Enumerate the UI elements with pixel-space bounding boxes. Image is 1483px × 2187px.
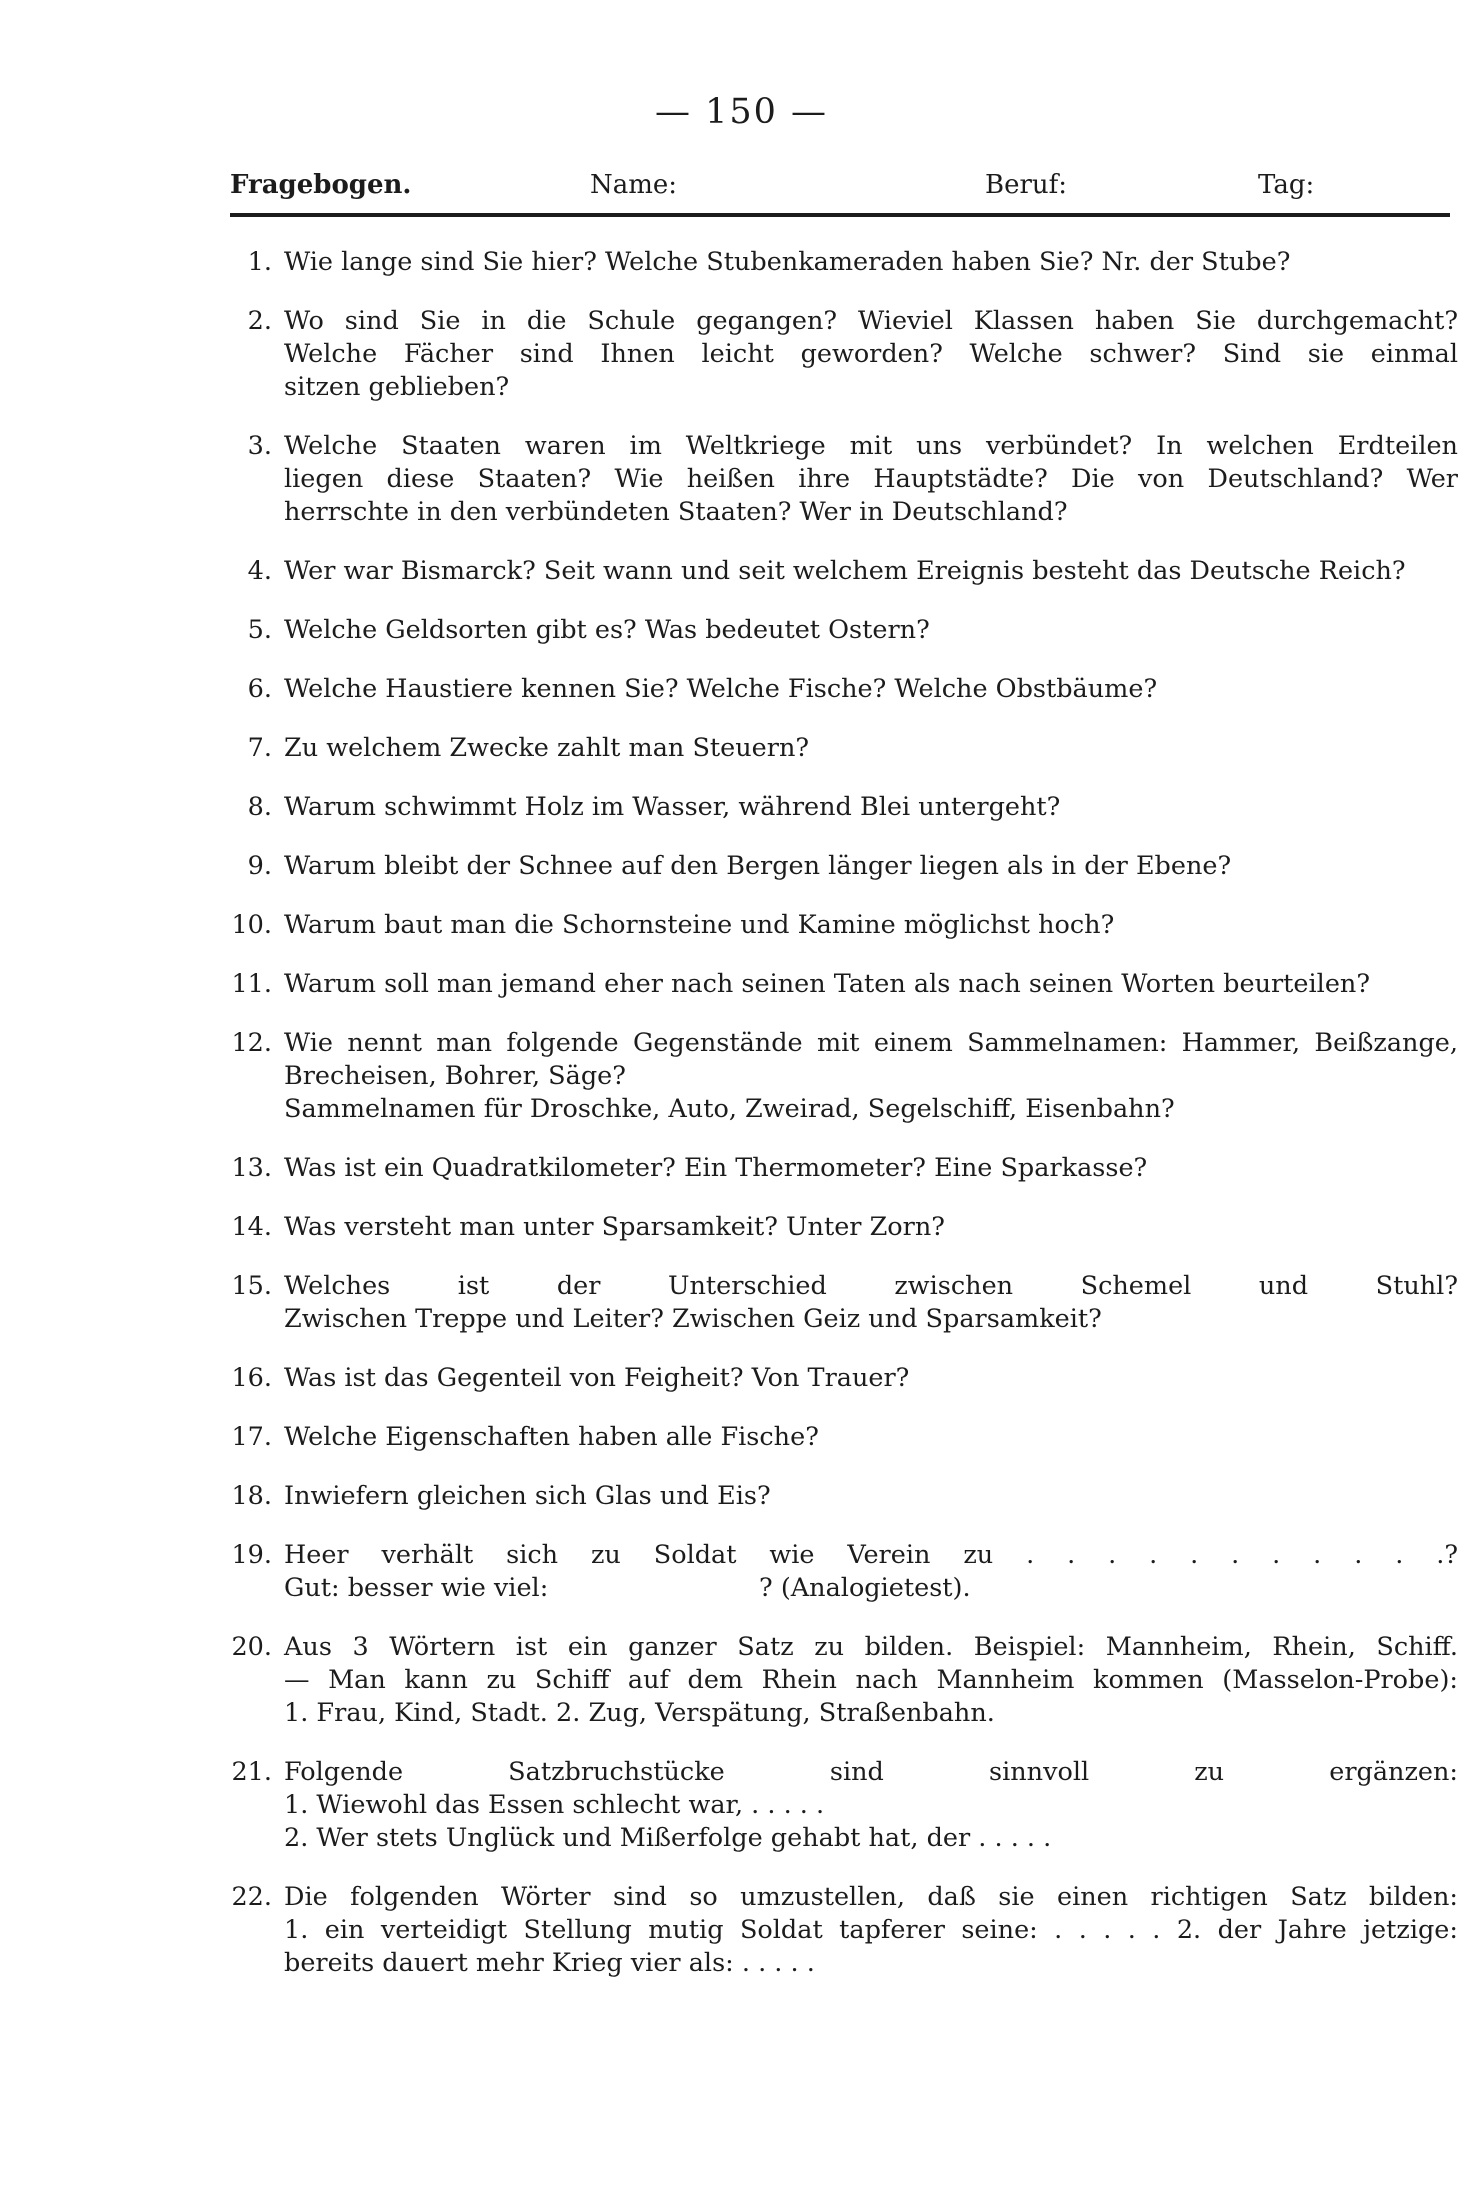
question-number: 15.: [231, 1271, 272, 1301]
question-number: 1.: [247, 247, 272, 277]
question-line: Wo sind Sie in die Schule gegangen? Wieviel Klassen haben Sie durchgemacht?: [284, 306, 1458, 336]
question-number: 11.: [231, 969, 272, 999]
question-number: 12.: [231, 1028, 272, 1058]
question-item: [218, 1211, 1458, 1244]
question-line: Warum bleibt der Schnee auf den Bergen länger liegen als in der Ebene?: [284, 851, 1232, 881]
beruf-label: Beruf:: [985, 170, 1068, 200]
question-line: Sammelnamen für Droschke, Auto, Zweirad, Segelschiff, Eisenbahn?: [284, 1094, 1175, 1124]
question-item: [218, 305, 1458, 404]
question-number: 13.: [231, 1153, 272, 1183]
question-item: [218, 1421, 1458, 1454]
question-line: Warum baut man die Schornsteine und Kamine möglichst hoch?: [284, 910, 1115, 940]
question-line: 1. Frau, Kind, Stadt. 2. Zug, Verspätung, Straßenbahn.: [284, 1698, 995, 1728]
question-number: 3.: [247, 431, 272, 461]
question-line: 2. Wer stets Unglück und Mißerfolge gehabt hat, der . . . . .: [284, 1823, 1052, 1853]
question-item: [218, 1152, 1458, 1185]
question-line: Welche Haustiere kennen Sie? Welche Fische? Welche Obstbäume?: [284, 674, 1158, 704]
question-item: [218, 673, 1458, 706]
question-line: 1. ein verteidigt Stellung mutig Soldat tapferer seine: . . . . . 2. der Jahre jetzige:: [284, 1915, 1458, 1945]
question-line: Welche Staaten waren im Weltkriege mit uns verbündet? In welchen Erdteilen: [284, 431, 1458, 461]
question-item: [218, 850, 1458, 883]
question-item: [218, 1756, 1458, 1855]
question-list: [218, 246, 1458, 2006]
question-item: [218, 555, 1458, 588]
question-line: Die folgenden Wörter sind so umzustellen, daß sie einen richtigen Satz bilden:: [284, 1882, 1458, 1912]
question-line: liegen diese Staaten? Wie heißen ihre Hauptstädte? Die von Deutschland? Wer: [284, 464, 1458, 494]
form-title: Fragebogen.: [230, 170, 412, 200]
question-line: Warum soll man jemand eher nach seinen Taten als nach seinen Worten beurteilen?: [284, 969, 1371, 999]
question-number: 14.: [231, 1212, 272, 1242]
question-item: [218, 614, 1458, 647]
question-item: [218, 246, 1458, 279]
question-number: 7.: [247, 733, 272, 763]
question-item: [218, 1881, 1458, 1980]
question-item: [218, 430, 1458, 529]
page-number: — 150 —: [654, 92, 829, 132]
question-line: Welche Eigenschaften haben alle Fische?: [284, 1422, 819, 1452]
question-item: [218, 1480, 1458, 1513]
question-line: Heer verhält sich zu Soldat wie Verein zu . . . . . . . . . . .?: [284, 1540, 1458, 1570]
question-number: 21.: [231, 1757, 272, 1787]
question-line: Aus 3 Wörtern ist ein ganzer Satz zu bilden. Beispiel: Mannheim, Rhein, Schiff.: [284, 1632, 1458, 1662]
question-item: [218, 732, 1458, 765]
question-line: — Man kann zu Schiff auf dem Rhein nach Mannheim kommen (Masselon-Probe):: [284, 1665, 1458, 1695]
question-item: [218, 1027, 1458, 1126]
question-line: bereits dauert mehr Krieg vier als: . . . . .: [284, 1948, 815, 1978]
question-line: Was ist ein Quadratkilometer? Ein Thermometer? Eine Sparkasse?: [284, 1153, 1148, 1183]
question-item: [218, 968, 1458, 1001]
question-number: 22.: [231, 1882, 272, 1912]
question-number: 10.: [231, 910, 272, 940]
question-item: [218, 1539, 1458, 1605]
question-line: Warum schwimmt Holz im Wasser, während Blei untergeht?: [284, 792, 1061, 822]
tag-label: Tag:: [1258, 170, 1315, 200]
question-number: 16.: [231, 1363, 272, 1393]
question-number: 5.: [247, 615, 272, 645]
question-number: 19.: [231, 1540, 272, 1570]
question-line: Zu welchem Zwecke zahlt man Steuern?: [284, 733, 810, 763]
question-number: 18.: [231, 1481, 272, 1511]
question-line: Welche Geldsorten gibt es? Was bedeutet Ostern?: [284, 615, 930, 645]
question-number: 4.: [247, 556, 272, 586]
question-line: Was ist das Gegenteil von Feigheit? Von Trauer?: [284, 1363, 910, 1393]
question-line: Wer war Bismarck? Seit wann und seit welchem Ereignis besteht das Deutsche Reich?: [284, 556, 1406, 586]
question-number: 17.: [231, 1422, 272, 1452]
form-header: [230, 170, 1450, 210]
question-line: Zwischen Treppe und Leiter? Zwischen Geiz und Sparsamkeit?: [284, 1304, 1102, 1334]
question-item: [218, 1270, 1458, 1336]
question-number: 20.: [231, 1632, 272, 1662]
question-number: 6.: [247, 674, 272, 704]
question-line: 1. Wiewohl das Essen schlecht war, . . . . .: [284, 1790, 825, 1820]
question-number: 2.: [247, 306, 272, 336]
question-item: [218, 909, 1458, 942]
question-line: herrschte in den verbündeten Staaten? Wer in Deutschland?: [284, 497, 1068, 527]
question-item: [218, 1362, 1458, 1395]
question-number: 8.: [247, 792, 272, 822]
question-line: Was versteht man unter Sparsamkeit? Unter Zorn?: [284, 1212, 945, 1242]
question-line: Wie lange sind Sie hier? Welche Stubenkameraden haben Sie? Nr. der Stube?: [284, 247, 1291, 277]
question-item: [218, 791, 1458, 824]
header-rule: [230, 213, 1450, 217]
question-line: sitzen geblieben?: [284, 372, 510, 402]
question-line: Wie nennt man folgende Gegenstände mit einem Sammelnamen: Hammer, Beißzange,: [284, 1028, 1458, 1058]
name-label: Name:: [590, 170, 678, 200]
question-line: Gut: besser wie viel: ? (Analogietest).: [284, 1573, 971, 1603]
question-line: Welches ist der Unterschied zwischen Schemel und Stuhl?: [284, 1271, 1458, 1301]
question-item: [218, 1631, 1458, 1730]
question-line: Brecheisen, Bohrer, Säge?: [284, 1061, 626, 1091]
question-line: Welche Fächer sind Ihnen leicht geworden? Welche schwer? Sind sie einmal: [284, 339, 1458, 369]
question-line: Inwiefern gleichen sich Glas und Eis?: [284, 1481, 771, 1511]
question-number: 9.: [247, 851, 272, 881]
question-line: Folgende Satzbruchstücke sind sinnvoll zu ergänzen:: [284, 1757, 1458, 1787]
